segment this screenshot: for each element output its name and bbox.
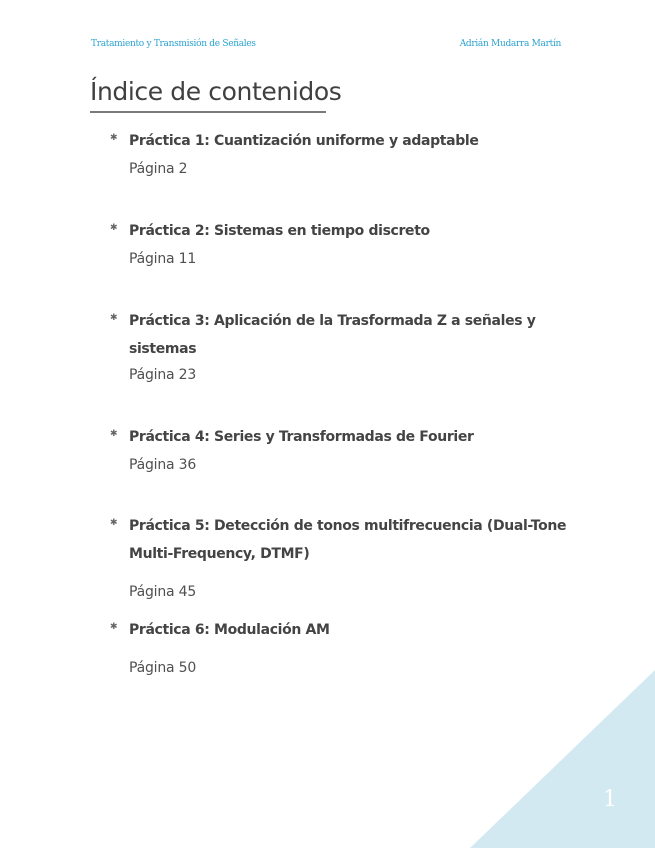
- page-number: 1: [603, 787, 617, 812]
- toc-entry-title[interactable]: Práctica 6: Modulación AM: [129, 622, 330, 638]
- bullet-icon: ✱: [110, 518, 118, 528]
- toc-entry-title[interactable]: Práctica 4: Series y Transformadas de Fourier: [129, 429, 474, 445]
- header-author-name: Adrián Mudarra Martín: [459, 39, 561, 49]
- bullet-icon: ✱: [110, 313, 118, 323]
- toc-entry-title[interactable]: Práctica 1: Cuantización uniforme y adaptable: [129, 133, 479, 149]
- toc-entry-page: Página 11: [129, 251, 197, 267]
- header-course-title: Tratamiento y Transmisión de Señales: [91, 39, 256, 49]
- toc-entry-page: Página 23: [129, 367, 197, 383]
- bullet-icon: ✱: [110, 223, 118, 233]
- corner-triangle-decoration: [470, 670, 655, 848]
- toc-entry-page: Página 36: [129, 457, 197, 473]
- bullet-icon: ✱: [110, 429, 118, 439]
- toc-entry-page: Página 45: [129, 584, 197, 600]
- toc-entry-page: Página 50: [129, 660, 197, 676]
- toc-entry-page: Página 2: [129, 161, 188, 177]
- toc-entry-title[interactable]: Práctica 5: Detección de tonos multifrecuencia (Dual-Tone Multi-Frequency, DTMF): [129, 518, 567, 562]
- toc-entry-title[interactable]: Práctica 2: Sistemas en tiempo discreto: [129, 223, 430, 239]
- bullet-icon: ✱: [110, 133, 118, 143]
- toc-entry-title[interactable]: Práctica 3: Aplicación de la Trasformada Z a señales y sistemas: [129, 313, 536, 357]
- toc-title: Índice de contenidos: [90, 77, 342, 106]
- bullet-icon: ✱: [110, 622, 118, 632]
